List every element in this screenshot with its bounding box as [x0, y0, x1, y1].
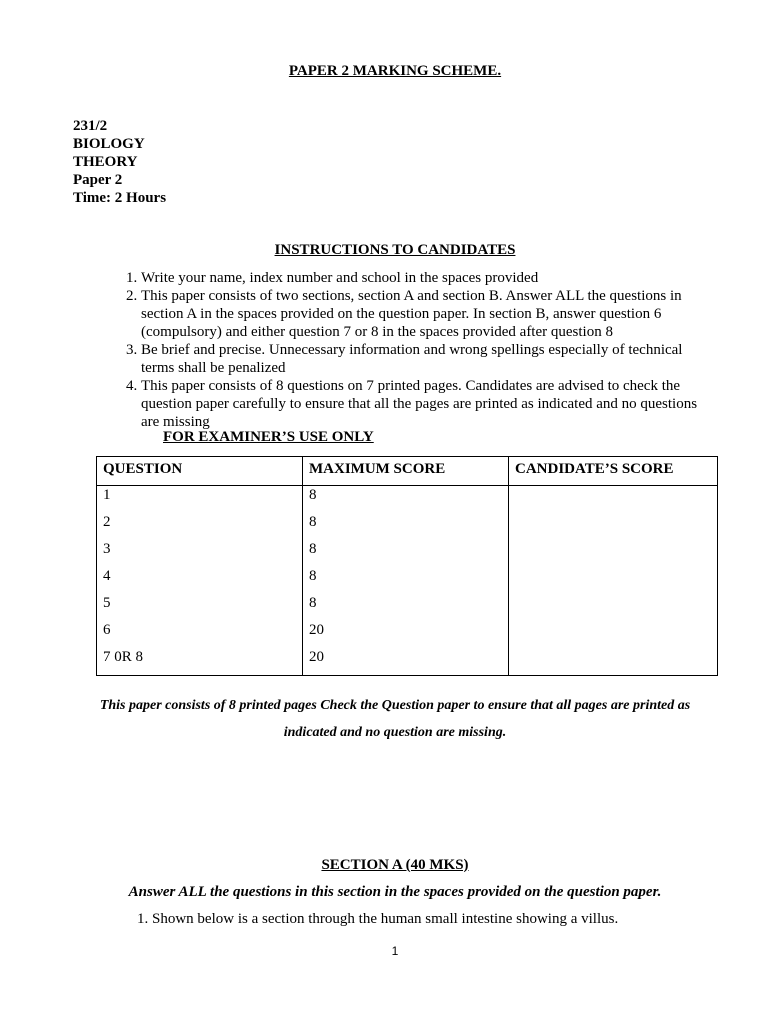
- max-score-cell: 8: [303, 540, 509, 567]
- paper-type: THEORY: [73, 154, 138, 170]
- table-row: [97, 594, 718, 621]
- question-cell: 4: [97, 567, 303, 594]
- instructions-list: [0, 269, 701, 431]
- subject-name: BIOLOGY: [73, 136, 145, 152]
- page-count-note: This paper consists of 8 printed pages Check the Question paper to ensure that all pages are printed as indicated and no question are missing.: [99, 698, 691, 740]
- instruction-item: 4. This paper consists of 8 questions on 7 printed pages. Candidates are advised to check the question paper carefully to ensure that all the pages are printed as indicated and no questions are missing: [141, 377, 701, 431]
- table-header-row: [97, 457, 718, 486]
- table-row: [97, 486, 718, 514]
- candidate-score-cell: [509, 594, 718, 621]
- time-allowed: Time: 2 Hours: [73, 190, 167, 206]
- candidate-score-cell: [509, 648, 718, 676]
- max-score-cell: 8: [303, 513, 509, 540]
- header-question: QUESTION: [97, 457, 303, 486]
- question-list: [0, 911, 618, 928]
- instructions-heading: INSTRUCTIONS TO CANDIDATES: [274, 242, 516, 258]
- max-score-cell: 8: [303, 486, 509, 514]
- max-score-cell: 20: [303, 621, 509, 648]
- question-cell: 7 0R 8: [97, 648, 303, 676]
- section-a-instruction: Answer ALL the questions in this section in the spaces provided on the question paper.: [128, 884, 662, 900]
- max-score-cell: 20: [303, 648, 509, 676]
- max-score-cell: 8: [303, 594, 509, 621]
- paper-code: 231/2: [73, 118, 108, 134]
- candidate-score-cell: [509, 486, 718, 514]
- question-cell: 2: [97, 513, 303, 540]
- examiner-use-heading: FOR EXAMINER’S USE ONLY: [163, 429, 374, 445]
- question-cell: 3: [97, 540, 303, 567]
- question-1: 1. Shown below is a section through the human small intestine showing a villus.: [152, 911, 618, 928]
- score-table: [96, 456, 718, 676]
- candidate-score-cell: [509, 540, 718, 567]
- section-a-heading: SECTION A (40 MKS): [321, 857, 469, 873]
- document-title: PAPER 2 MARKING SCHEME.: [288, 63, 502, 79]
- question-cell: 6: [97, 621, 303, 648]
- max-score-cell: 8: [303, 567, 509, 594]
- instruction-item: 1. Write your name, index number and school in the spaces provided: [141, 269, 701, 287]
- candidate-score-cell: [509, 567, 718, 594]
- table-row: [97, 648, 718, 676]
- table-row: [97, 513, 718, 540]
- table-row: [97, 567, 718, 594]
- page-number: 1: [391, 944, 399, 958]
- table-row: [97, 540, 718, 567]
- paper-number: Paper 2: [73, 172, 123, 188]
- header-max-score: MAXIMUM SCORE: [303, 457, 509, 486]
- candidate-score-cell: [509, 621, 718, 648]
- table-row: [97, 621, 718, 648]
- question-cell: 1: [97, 486, 303, 514]
- question-cell: 5: [97, 594, 303, 621]
- instruction-item: 2. This paper consists of two sections, section A and section B. Answer ALL the questions in section A in the spaces provided on the question paper. In section B, answer question 6 (compulsory) and either question 7 or 8 in the spaces provided after question 8: [141, 287, 701, 341]
- candidate-score-cell: [509, 513, 718, 540]
- header-candidate-score: CANDIDATE’S SCORE: [509, 457, 718, 486]
- instruction-item: 3. Be brief and precise. Unnecessary information and wrong spellings especially of technical terms shall be penalized: [141, 341, 701, 377]
